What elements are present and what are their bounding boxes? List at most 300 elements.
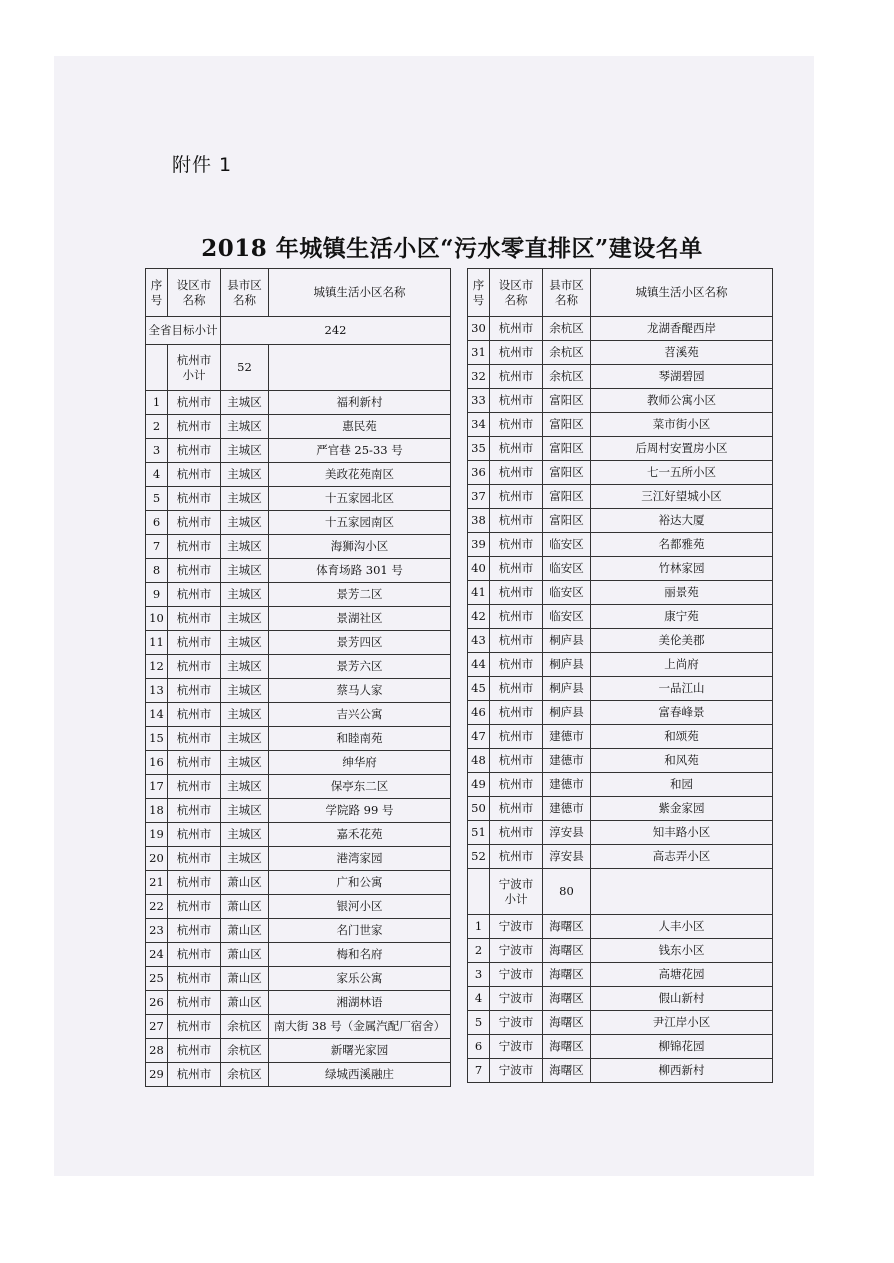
table-row (146, 943, 451, 967)
seq-cell: 15 (146, 727, 168, 751)
community-cell: 后周村安置房小区 (591, 437, 773, 461)
seq-cell: 11 (146, 631, 168, 655)
community-cell: 和颂苑 (591, 725, 773, 749)
seq-cell: 24 (146, 943, 168, 967)
community-cell: 银河小区 (269, 895, 451, 919)
attachment-label: 附件 1 (172, 154, 233, 176)
county-cell: 余杭区 (543, 365, 591, 389)
city-cell: 杭州市 (168, 895, 221, 919)
seq-cell: 17 (146, 775, 168, 799)
header-county: 县市区 名称 (221, 269, 269, 317)
table-row (146, 463, 451, 487)
city-cell: 杭州市 (168, 511, 221, 535)
table-row (146, 607, 451, 631)
community-cell: 美政花苑南区 (269, 463, 451, 487)
seq-cell: 7 (146, 535, 168, 559)
county-cell: 淳安县 (543, 821, 591, 845)
community-cell: 假山新村 (591, 987, 773, 1011)
city-cell: 杭州市 (490, 461, 543, 485)
city-cell: 宁波市 (490, 915, 543, 939)
table-row (468, 533, 773, 557)
table-row (468, 341, 773, 365)
seq-cell: 45 (468, 677, 490, 701)
seq-cell: 26 (146, 991, 168, 1015)
city-cell: 杭州市 (168, 991, 221, 1015)
table-row (468, 581, 773, 605)
city-cell: 杭州市 (168, 391, 221, 415)
county-cell: 海曙区 (543, 987, 591, 1011)
seq-cell: 6 (146, 511, 168, 535)
community-cell: 康宁苑 (591, 605, 773, 629)
community-cell: 菜市街小区 (591, 413, 773, 437)
county-cell: 主城区 (221, 463, 269, 487)
city-cell: 杭州市 (490, 797, 543, 821)
city-cell: 杭州市 (168, 919, 221, 943)
seq-cell: 3 (146, 439, 168, 463)
community-cell: 蔡马人家 (269, 679, 451, 703)
county-cell: 主城区 (221, 631, 269, 655)
seq-cell: 46 (468, 701, 490, 725)
community-cell: 一品江山 (591, 677, 773, 701)
community-cell: 苕溪苑 (591, 341, 773, 365)
city-cell: 杭州市 (168, 751, 221, 775)
city-cell: 杭州市 (490, 557, 543, 581)
city-cell: 杭州市 (168, 1063, 221, 1087)
county-cell: 海曙区 (543, 1011, 591, 1035)
county-cell: 海曙区 (543, 963, 591, 987)
province-total-value: 242 (221, 317, 451, 345)
community-cell: 景芳六区 (269, 655, 451, 679)
community-cell: 龙湖香醍西岸 (591, 317, 773, 341)
county-cell: 主城区 (221, 655, 269, 679)
community-cell: 港湾家园 (269, 847, 451, 871)
city-cell: 杭州市 (168, 727, 221, 751)
county-cell: 主城区 (221, 487, 269, 511)
table-row (146, 871, 451, 895)
table-row (146, 679, 451, 703)
seq-cell: 38 (468, 509, 490, 533)
city-cell: 杭州市 (168, 871, 221, 895)
table-row (146, 583, 451, 607)
community-cell: 海狮沟小区 (269, 535, 451, 559)
community-cell: 南大街 38 号（金属汽配厂宿舍） (269, 1015, 451, 1039)
city-cell: 宁波市 (490, 987, 543, 1011)
table-row (468, 725, 773, 749)
community-cell: 十五家园北区 (269, 487, 451, 511)
community-cell: 福利新村 (269, 391, 451, 415)
seq-cell: 4 (146, 463, 168, 487)
table-row (468, 485, 773, 509)
county-cell: 萧山区 (221, 991, 269, 1015)
city-cell: 杭州市 (490, 845, 543, 869)
community-cell: 景芳四区 (269, 631, 451, 655)
table-row (146, 535, 451, 559)
table-row (146, 631, 451, 655)
table-row (468, 963, 773, 987)
community-cell: 绅华府 (269, 751, 451, 775)
seq-cell: 51 (468, 821, 490, 845)
seq-cell: 21 (146, 871, 168, 895)
seq-cell: 12 (146, 655, 168, 679)
community-cell: 惠民苑 (269, 415, 451, 439)
seq-cell: 18 (146, 799, 168, 823)
seq-cell: 2 (468, 939, 490, 963)
table-row (468, 797, 773, 821)
county-cell: 主城区 (221, 415, 269, 439)
county-cell: 主城区 (221, 823, 269, 847)
county-cell: 富阳区 (543, 437, 591, 461)
city-cell: 杭州市 (490, 581, 543, 605)
table-row (146, 487, 451, 511)
table-row (146, 751, 451, 775)
county-cell: 海曙区 (543, 1059, 591, 1083)
community-cell: 琴湖碧园 (591, 365, 773, 389)
community-cell: 柳西新村 (591, 1059, 773, 1083)
seq-cell: 34 (468, 413, 490, 437)
seq-cell: 7 (468, 1059, 490, 1083)
seq-cell: 43 (468, 629, 490, 653)
city-cell: 杭州市 (490, 365, 543, 389)
city-cell: 杭州市 (490, 653, 543, 677)
city-cell: 杭州市 (490, 773, 543, 797)
seq-cell: 33 (468, 389, 490, 413)
county-cell: 临安区 (543, 605, 591, 629)
community-cell: 名门世家 (269, 919, 451, 943)
county-cell: 建德市 (543, 797, 591, 821)
county-cell: 富阳区 (543, 413, 591, 437)
city-cell: 杭州市 (490, 677, 543, 701)
seq-cell: 27 (146, 1015, 168, 1039)
county-cell: 萧山区 (221, 895, 269, 919)
city-cell: 杭州市 (168, 847, 221, 871)
county-cell: 萧山区 (221, 871, 269, 895)
table-row (468, 677, 773, 701)
table-row (146, 511, 451, 535)
seq-cell: 37 (468, 485, 490, 509)
table-row (468, 1059, 773, 1083)
community-cell: 上尚府 (591, 653, 773, 677)
county-cell: 主城区 (221, 679, 269, 703)
header-seq: 序 号 (468, 269, 490, 317)
community-cell: 广和公寓 (269, 871, 451, 895)
seq-cell: 25 (146, 967, 168, 991)
county-cell: 萧山区 (221, 919, 269, 943)
county-cell: 主城区 (221, 559, 269, 583)
county-cell: 余杭区 (543, 341, 591, 365)
county-cell: 淳安县 (543, 845, 591, 869)
ningbo-subtotal-row (468, 869, 773, 915)
city-cell: 宁波市 (490, 1035, 543, 1059)
ningbo-subtotal-value: 80 (543, 869, 591, 915)
seq-cell: 14 (146, 703, 168, 727)
table-row (146, 727, 451, 751)
community-cell: 丽景苑 (591, 581, 773, 605)
table-row (146, 703, 451, 727)
community-cell: 家乐公寓 (269, 967, 451, 991)
county-cell: 富阳区 (543, 461, 591, 485)
county-cell: 建德市 (543, 749, 591, 773)
city-cell: 杭州市 (168, 655, 221, 679)
city-cell: 杭州市 (168, 535, 221, 559)
community-cell: 和风苑 (591, 749, 773, 773)
county-cell: 主城区 (221, 439, 269, 463)
right-rows-ningbo (468, 915, 773, 1083)
community-cell: 绿城西溪融庄 (269, 1063, 451, 1087)
table-row (468, 509, 773, 533)
county-cell: 临安区 (543, 581, 591, 605)
seq-cell: 42 (468, 605, 490, 629)
table-row (146, 823, 451, 847)
seq-cell: 4 (468, 987, 490, 1011)
city-cell: 杭州市 (168, 439, 221, 463)
community-cell: 钱东小区 (591, 939, 773, 963)
county-cell: 主城区 (221, 391, 269, 415)
county-cell: 主城区 (221, 607, 269, 631)
seq-cell: 5 (146, 487, 168, 511)
county-cell: 海曙区 (543, 1035, 591, 1059)
table-row (146, 439, 451, 463)
table-row (146, 847, 451, 871)
seq-cell: 52 (468, 845, 490, 869)
city-cell: 杭州市 (490, 533, 543, 557)
community-cell: 高塘花园 (591, 963, 773, 987)
county-cell: 余杭区 (221, 1063, 269, 1087)
city-cell: 杭州市 (168, 487, 221, 511)
city-cell: 杭州市 (168, 967, 221, 991)
table-row (468, 1035, 773, 1059)
county-cell: 主城区 (221, 583, 269, 607)
table-row (468, 845, 773, 869)
community-cell: 七一五所小区 (591, 461, 773, 485)
seq-cell: 49 (468, 773, 490, 797)
community-cell: 严官巷 25-33 号 (269, 439, 451, 463)
right-rows-hangzhou (468, 317, 773, 869)
table-row (468, 437, 773, 461)
city-cell: 杭州市 (490, 629, 543, 653)
header-county: 县市区 名称 (543, 269, 591, 317)
community-cell: 知丰路小区 (591, 821, 773, 845)
seq-cell: 28 (146, 1039, 168, 1063)
table-row (468, 629, 773, 653)
table-row (468, 821, 773, 845)
city-cell: 杭州市 (490, 413, 543, 437)
seq-cell: 39 (468, 533, 490, 557)
community-cell: 高志弄小区 (591, 845, 773, 869)
seq-cell: 2 (146, 415, 168, 439)
community-cell: 和园 (591, 773, 773, 797)
seq-cell: 22 (146, 895, 168, 919)
city-cell: 杭州市 (168, 775, 221, 799)
city-cell: 杭州市 (168, 679, 221, 703)
community-list-table-right (467, 268, 773, 1083)
community-cell: 美伦美郡 (591, 629, 773, 653)
county-cell: 建德市 (543, 725, 591, 749)
table-row (146, 991, 451, 1015)
county-cell: 主城区 (221, 751, 269, 775)
community-cell: 三江好望城小区 (591, 485, 773, 509)
city-cell: 杭州市 (490, 437, 543, 461)
city-cell: 杭州市 (168, 823, 221, 847)
table-row (468, 987, 773, 1011)
table-row (146, 655, 451, 679)
county-cell: 建德市 (543, 773, 591, 797)
community-cell: 嘉禾花苑 (269, 823, 451, 847)
community-cell: 尹江岸小区 (591, 1011, 773, 1035)
county-cell: 临安区 (543, 533, 591, 557)
county-cell: 余杭区 (543, 317, 591, 341)
county-cell: 桐庐县 (543, 629, 591, 653)
table-row (468, 749, 773, 773)
county-cell: 富阳区 (543, 509, 591, 533)
table-row (468, 773, 773, 797)
table-row (468, 605, 773, 629)
community-cell: 梅和名府 (269, 943, 451, 967)
city-cell: 杭州市 (490, 317, 543, 341)
table-row (146, 559, 451, 583)
county-cell: 富阳区 (543, 485, 591, 509)
community-cell: 名都雅苑 (591, 533, 773, 557)
community-cell: 新曙光家园 (269, 1039, 451, 1063)
city-cell: 杭州市 (168, 1039, 221, 1063)
community-list-table-left (145, 268, 451, 1087)
table-header-row (146, 269, 451, 317)
seq-cell: 29 (146, 1063, 168, 1087)
community-cell: 裕达大厦 (591, 509, 773, 533)
table-row (146, 1063, 451, 1087)
county-cell: 主城区 (221, 847, 269, 871)
community-cell: 竹林家园 (591, 557, 773, 581)
table-row (146, 967, 451, 991)
community-cell: 吉兴公寓 (269, 703, 451, 727)
community-cell: 富春峰景 (591, 701, 773, 725)
community-cell: 景芳二区 (269, 583, 451, 607)
province-total-label: 全省目标小计 (146, 317, 221, 345)
hangzhou-subtotal-row (146, 345, 451, 391)
table-row (468, 939, 773, 963)
seq-cell: 13 (146, 679, 168, 703)
city-cell: 杭州市 (168, 463, 221, 487)
city-cell: 杭州市 (490, 509, 543, 533)
city-cell: 宁波市 (490, 1059, 543, 1083)
county-cell: 海曙区 (543, 939, 591, 963)
city-cell: 杭州市 (168, 631, 221, 655)
seq-cell: 30 (468, 317, 490, 341)
city-cell: 杭州市 (490, 749, 543, 773)
table-header-row (468, 269, 773, 317)
province-total-row (146, 317, 451, 345)
seq-cell: 19 (146, 823, 168, 847)
community-cell: 和睦南苑 (269, 727, 451, 751)
seq-cell: 10 (146, 607, 168, 631)
seq-cell: 16 (146, 751, 168, 775)
county-cell: 海曙区 (543, 915, 591, 939)
county-cell: 主城区 (221, 703, 269, 727)
city-cell: 杭州市 (168, 583, 221, 607)
header-seq: 序 号 (146, 269, 168, 317)
document-title: 2018 年城镇生活小区“污水零直排区”建设名单 (201, 235, 703, 262)
seq-cell: 41 (468, 581, 490, 605)
community-cell: 体育场路 301 号 (269, 559, 451, 583)
seq-cell: 8 (146, 559, 168, 583)
table-row (146, 1015, 451, 1039)
city-cell: 杭州市 (168, 1015, 221, 1039)
county-cell: 主城区 (221, 799, 269, 823)
table-row (146, 799, 451, 823)
community-cell: 十五家园南区 (269, 511, 451, 535)
city-cell: 宁波市 (490, 1011, 543, 1035)
city-cell: 杭州市 (490, 485, 543, 509)
seq-cell: 1 (146, 391, 168, 415)
county-cell: 余杭区 (221, 1015, 269, 1039)
seq-cell: 23 (146, 919, 168, 943)
county-cell: 主城区 (221, 535, 269, 559)
table-row (146, 391, 451, 415)
table-row (146, 775, 451, 799)
seq-cell: 50 (468, 797, 490, 821)
hangzhou-subtotal-label: 杭州市 小计 (168, 345, 221, 391)
city-cell: 杭州市 (168, 943, 221, 967)
header-community: 城镇生活小区名称 (269, 269, 451, 317)
seq-cell: 20 (146, 847, 168, 871)
county-cell: 萧山区 (221, 967, 269, 991)
city-cell: 杭州市 (168, 703, 221, 727)
table-row (146, 895, 451, 919)
county-cell: 桐庐县 (543, 677, 591, 701)
seq-cell: 36 (468, 461, 490, 485)
city-cell: 杭州市 (490, 389, 543, 413)
table-row (468, 653, 773, 677)
city-cell: 杭州市 (490, 725, 543, 749)
city-cell: 杭州市 (168, 607, 221, 631)
table-row (468, 389, 773, 413)
seq-cell: 3 (468, 963, 490, 987)
table-row (468, 365, 773, 389)
city-cell: 杭州市 (168, 799, 221, 823)
seq-cell: 47 (468, 725, 490, 749)
community-cell: 人丰小区 (591, 915, 773, 939)
county-cell: 主城区 (221, 727, 269, 751)
seq-cell: 9 (146, 583, 168, 607)
header-city: 设区市 名称 (490, 269, 543, 317)
county-cell: 余杭区 (221, 1039, 269, 1063)
community-cell: 教师公寓小区 (591, 389, 773, 413)
city-cell: 宁波市 (490, 963, 543, 987)
seq-cell: 32 (468, 365, 490, 389)
city-cell: 杭州市 (490, 605, 543, 629)
city-cell: 杭州市 (168, 415, 221, 439)
ningbo-subtotal-label: 宁波市 小计 (490, 869, 543, 915)
county-cell: 桐庐县 (543, 701, 591, 725)
community-cell: 紫金家园 (591, 797, 773, 821)
seq-cell: 40 (468, 557, 490, 581)
left-rows (146, 391, 451, 1087)
hangzhou-subtotal-value: 52 (221, 345, 269, 391)
table-row (468, 317, 773, 341)
county-cell: 萧山区 (221, 943, 269, 967)
community-cell: 柳锦花园 (591, 1035, 773, 1059)
header-city: 设区市 名称 (168, 269, 221, 317)
community-cell: 湘湖林语 (269, 991, 451, 1015)
seq-cell: 35 (468, 437, 490, 461)
community-cell: 保亭东二区 (269, 775, 451, 799)
seq-cell: 6 (468, 1035, 490, 1059)
county-cell: 富阳区 (543, 389, 591, 413)
seq-cell: 48 (468, 749, 490, 773)
community-cell: 学院路 99 号 (269, 799, 451, 823)
table-row (146, 415, 451, 439)
table-row (468, 557, 773, 581)
table-row (468, 413, 773, 437)
